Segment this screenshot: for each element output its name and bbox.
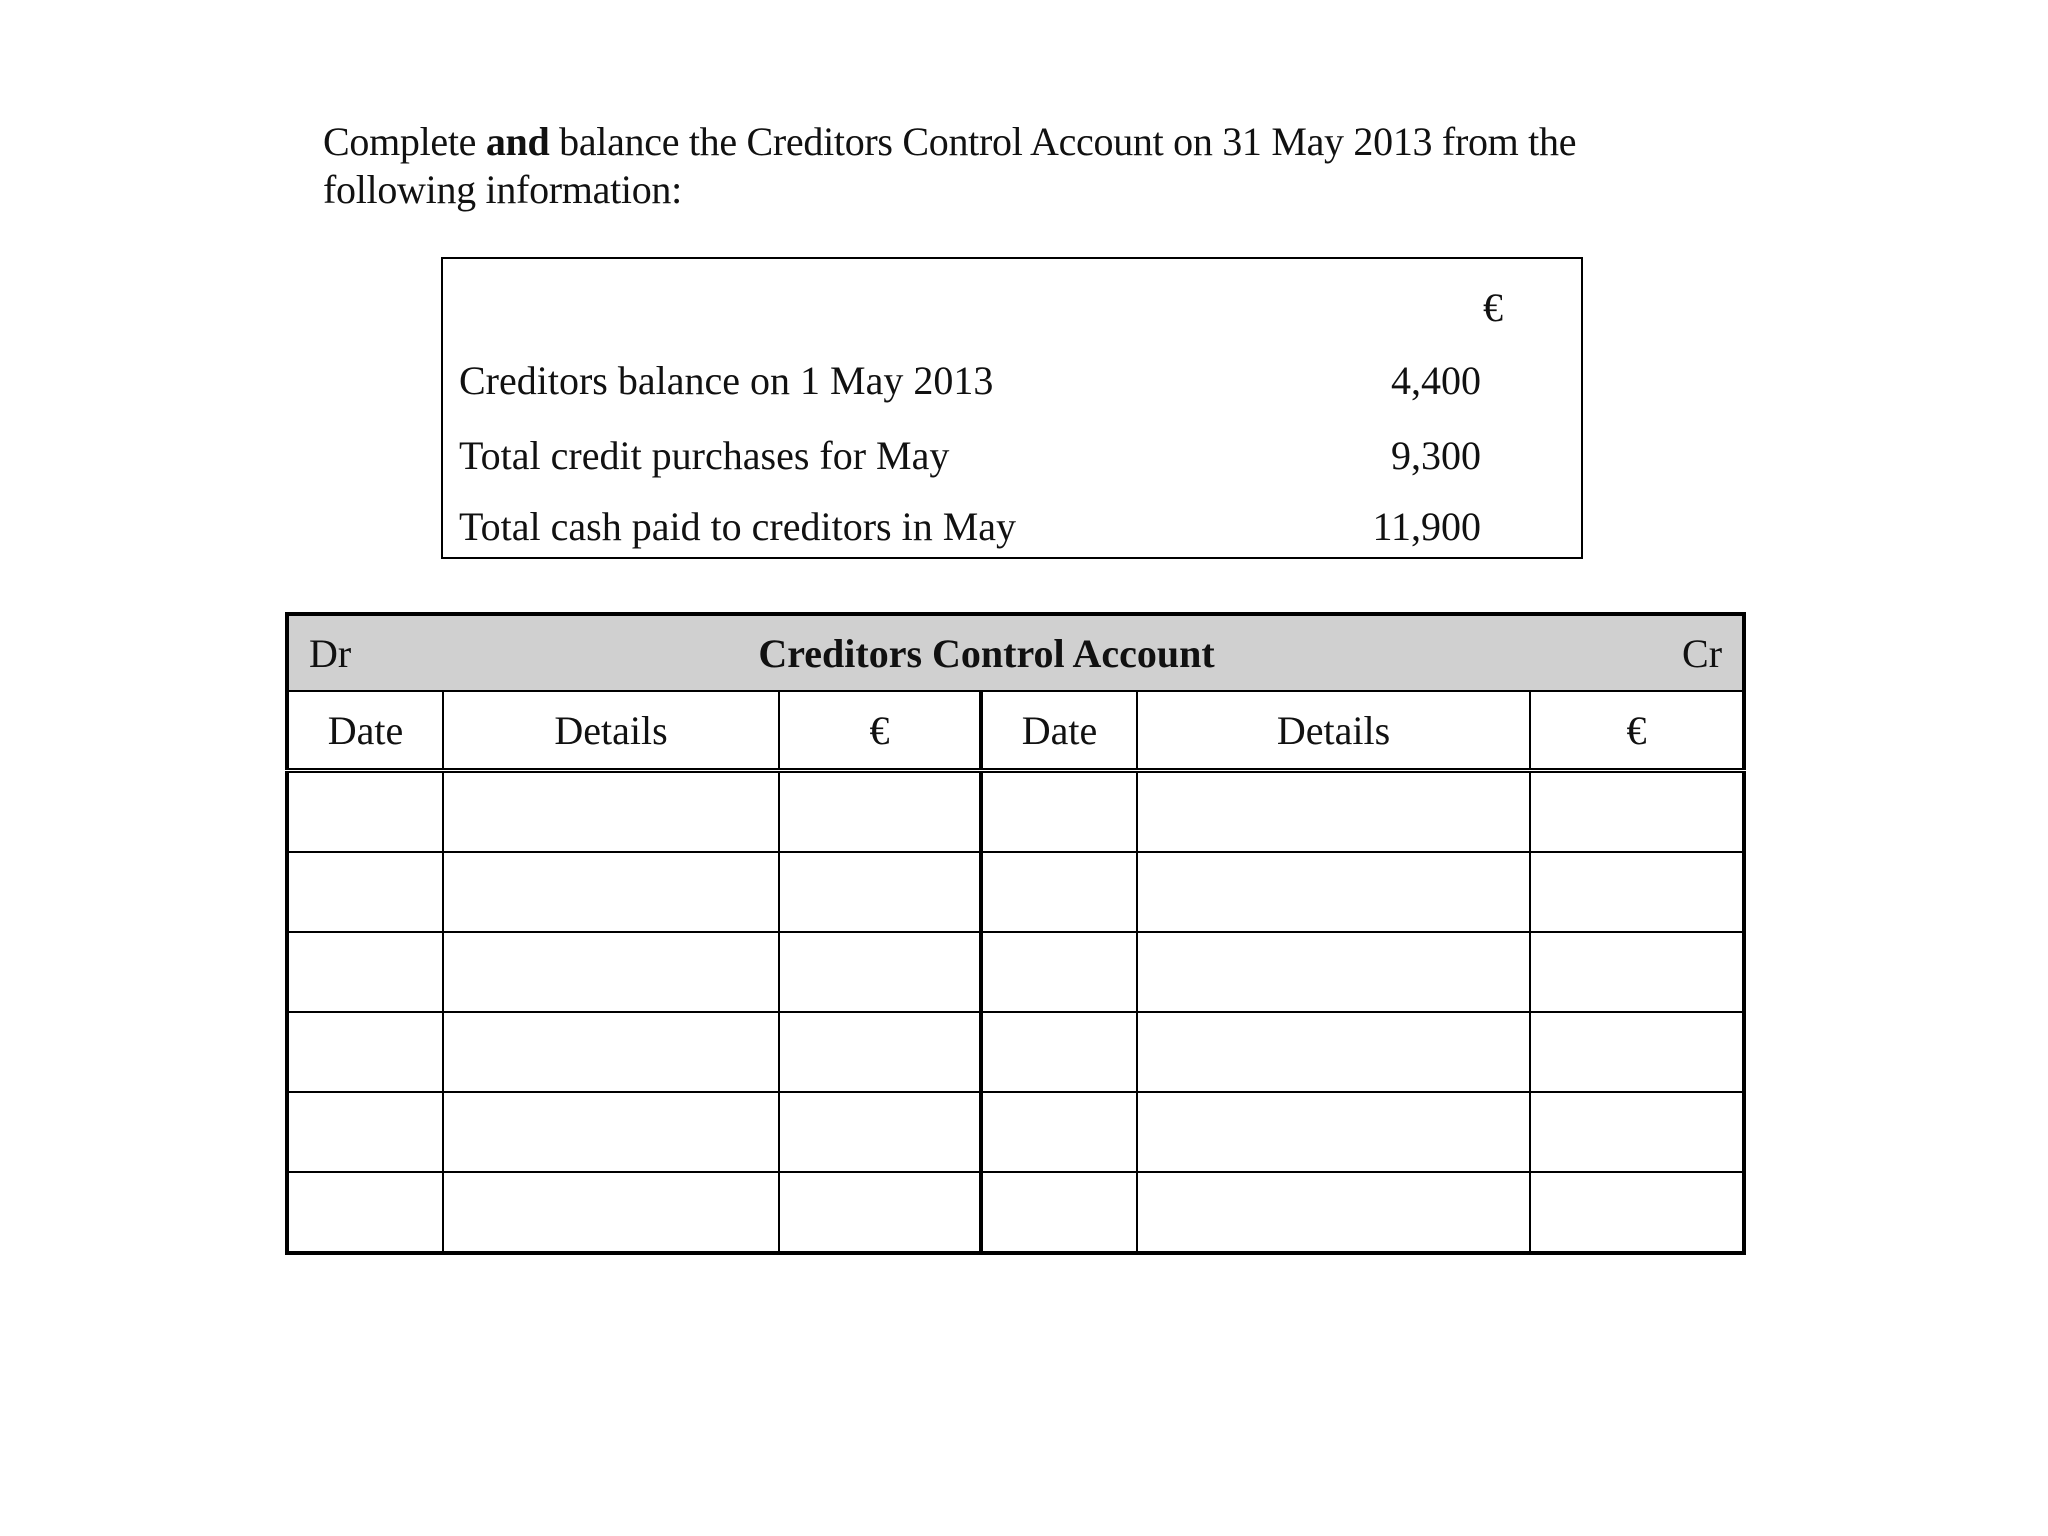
ledger-entry-row [287,771,1744,853]
entry-cell[interactable] [779,771,981,853]
column-header-details-cr: Details [1137,691,1530,771]
ledger-header-row [287,691,1744,771]
entry-cell[interactable] [1137,1172,1530,1253]
column-header-date-dr: Date [287,691,443,771]
info-currency-header: € [1483,285,1503,330]
entry-cell[interactable] [443,1172,779,1253]
info-row-label: Creditors balance on 1 May 2013 [459,358,994,403]
entry-cell[interactable] [1137,852,1530,932]
instruction-text [323,118,1723,214]
entry-cell[interactable] [443,1012,779,1092]
ledger-entry-row [287,852,1744,932]
entry-cell[interactable] [1137,1092,1530,1172]
entry-cell[interactable] [1530,1012,1744,1092]
column-header-amount-dr: € [779,691,981,771]
ledger-entry-row [287,1172,1744,1253]
entry-cell[interactable] [287,852,443,932]
info-row-label: Total cash paid to creditors in May [459,504,1017,549]
ledger-entry-row [287,932,1744,1012]
entry-cell[interactable] [287,771,443,853]
ledger-entry-row [287,1092,1744,1172]
entry-cell[interactable] [1137,1012,1530,1092]
entry-cell[interactable] [1137,771,1530,853]
column-header-amount-cr: € [1530,691,1744,771]
ledger-entry-row [287,1012,1744,1092]
entry-cell[interactable] [443,932,779,1012]
entry-cell[interactable] [981,1012,1137,1092]
column-header-details-dr: Details [443,691,779,771]
info-row-amount: 11,900 [1372,504,1481,549]
ledger-title: Creditors Control Account [443,614,1530,691]
entry-cell[interactable] [779,1012,981,1092]
info-row [459,431,1481,481]
entry-cell[interactable] [981,932,1137,1012]
info-row [459,356,1481,406]
creditors-control-account-table [285,612,1746,1255]
info-row-label: Total credit purchases for May [459,433,950,478]
entry-cell[interactable] [287,1012,443,1092]
entry-cell[interactable] [443,771,779,853]
dr-label: Dr [287,614,443,691]
info-row-amount: 4,400 [1391,358,1481,403]
column-header-date-cr: Date [981,691,1137,771]
entry-cell[interactable] [981,852,1137,932]
entry-cell[interactable] [981,771,1137,853]
entry-cell[interactable] [443,1092,779,1172]
entry-cell[interactable] [779,852,981,932]
entry-cell[interactable] [1530,771,1744,853]
entry-cell[interactable] [981,1092,1137,1172]
info-table [441,257,1583,559]
entry-cell[interactable] [287,1092,443,1172]
entry-cell[interactable] [1137,932,1530,1012]
entry-cell[interactable] [779,1172,981,1253]
entry-cell[interactable] [287,932,443,1012]
entry-cell[interactable] [779,932,981,1012]
ledger-title-row [287,614,1744,691]
entry-cell[interactable] [1530,852,1744,932]
instruction-bold: and [485,119,550,164]
entry-cell[interactable] [443,852,779,932]
entry-cell[interactable] [981,1172,1137,1253]
entry-cell[interactable] [1530,1092,1744,1172]
entry-cell[interactable] [1530,1172,1744,1253]
entry-cell[interactable] [287,1172,443,1253]
instruction-part1: Complete [323,119,486,164]
cr-label: Cr [1530,614,1744,691]
instruction-part2: balance the Creditors Control Account on 31 May 2013 from the following information: [323,119,1577,212]
entry-cell[interactable] [779,1092,981,1172]
entry-cell[interactable] [1530,932,1744,1012]
info-row [459,502,1481,552]
info-row-amount: 9,300 [1391,433,1481,478]
